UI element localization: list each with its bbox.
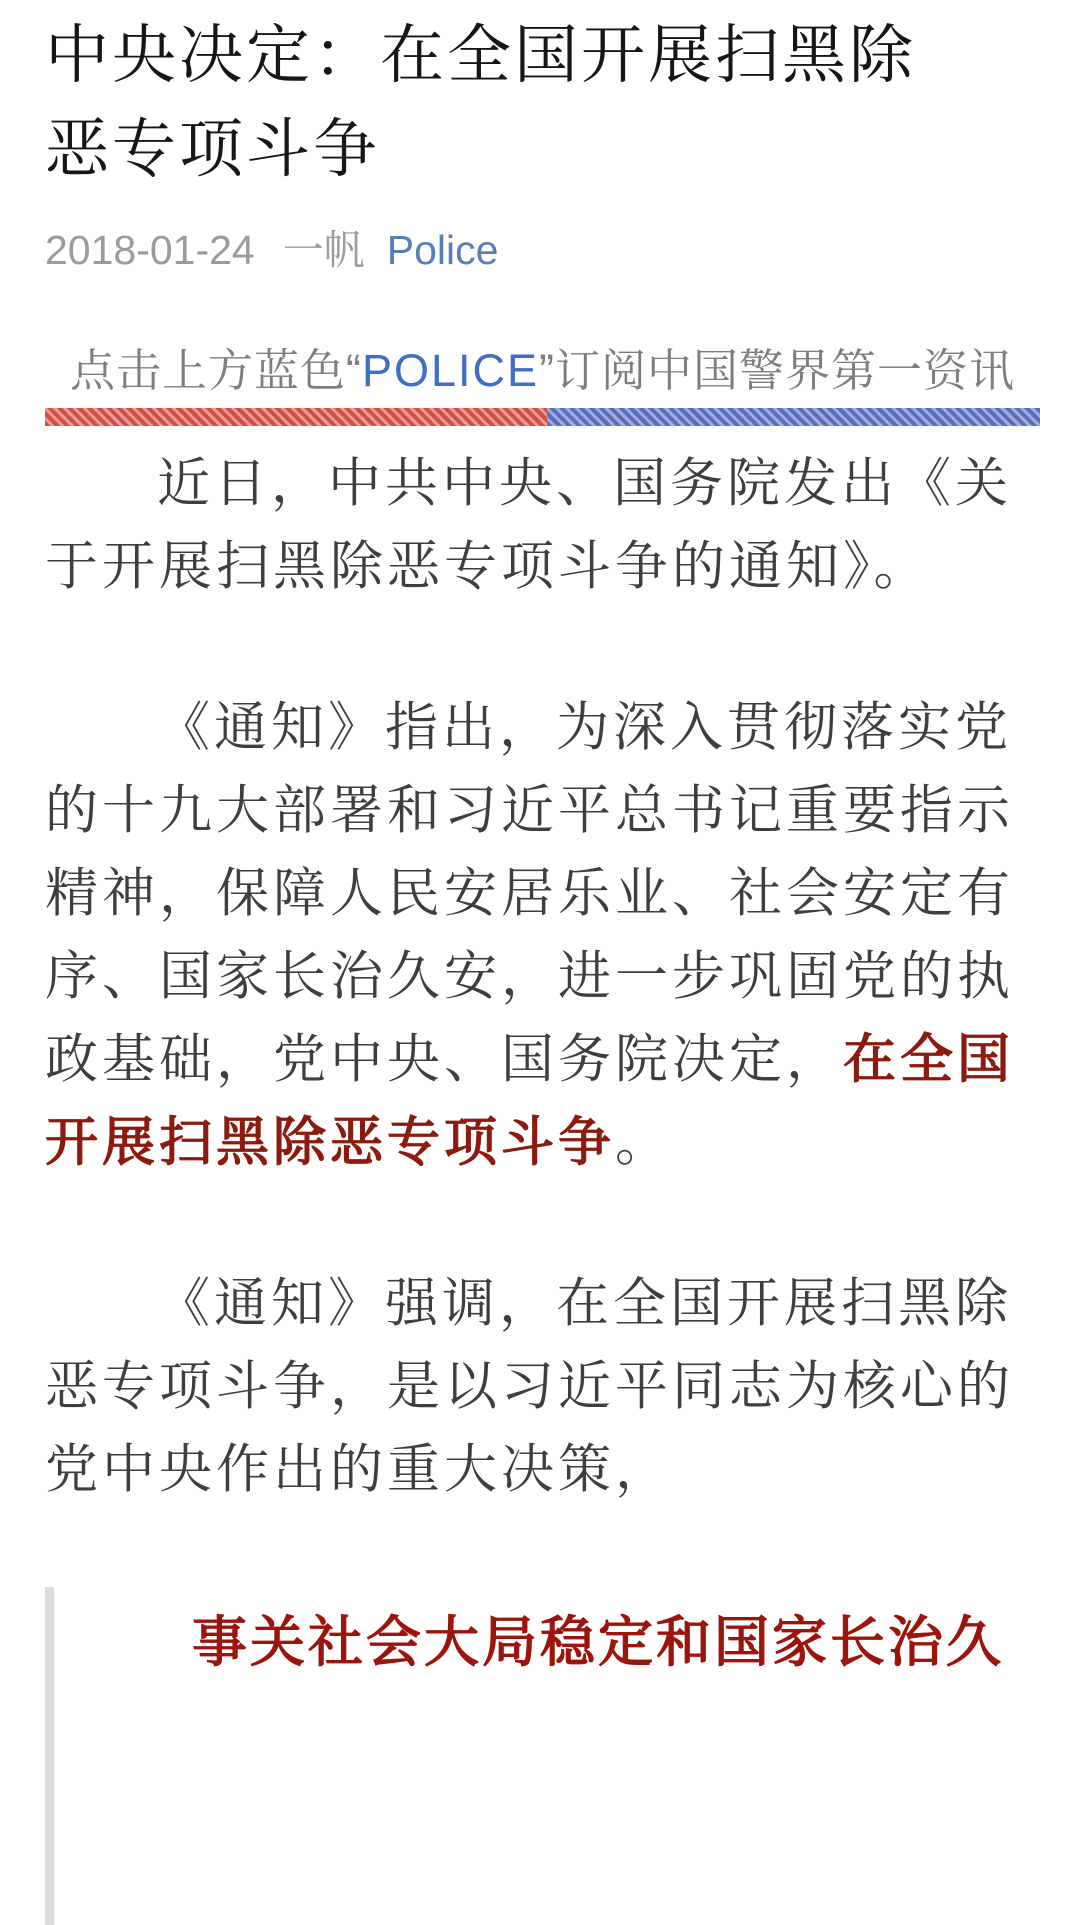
paragraph-2-normal-text: 《通知》指出，为深入贯彻落实党的十九大部署和习近平总书记重要指示精神，保障人民安居乐业、社会安定有序、国家长治久安，进一步巩固党的执政基础，党中央、国务院决定， (45, 698, 1014, 1089)
banner-text (45, 340, 1040, 402)
paragraph-2-tail: 。 (615, 1113, 672, 1172)
banner-police-highlight: POLICE (361, 345, 540, 396)
article-page (0, 8, 1080, 1925)
publish-date: 2018-01-24 (45, 227, 255, 273)
banner-text-prefix: 点击上方蓝色 (69, 345, 346, 396)
banner-quote-open: “ (345, 345, 362, 396)
article-meta (45, 222, 1040, 278)
paragraph-1: 近日，中共中央、国务院发出《关于开展扫黑除恶专项斗争的通知》。 (45, 454, 1012, 596)
decorative-band (45, 408, 1040, 426)
banner-text-suffix: 订阅中国警界第一资讯 (555, 345, 1016, 396)
quote-block (45, 1587, 1040, 1925)
subscribe-banner-image[interactable] (45, 340, 1040, 426)
banner-quote-close: ” (539, 345, 556, 396)
article-title: 中央决定：在全国开展扫黑除恶专项斗争 (45, 19, 916, 185)
paragraph-3: 《通知》强调，在全国开展扫黑除恶专项斗争，是以习近平同志为核心的党中央作出的重大决策， (45, 1274, 1014, 1499)
quote-red-text: 事关社会大局稳定和国家长治久 (192, 1611, 1005, 1673)
author-name: 一帆 (282, 227, 365, 273)
band-blue-segment (547, 408, 1040, 426)
band-red-segment (45, 408, 547, 426)
account-link[interactable]: Police (386, 227, 499, 273)
paragraph-2-red-emphasis: 在全国开展扫黑除恶专项斗争 (45, 1030, 1014, 1172)
paragraph-2 (45, 686, 1040, 1184)
